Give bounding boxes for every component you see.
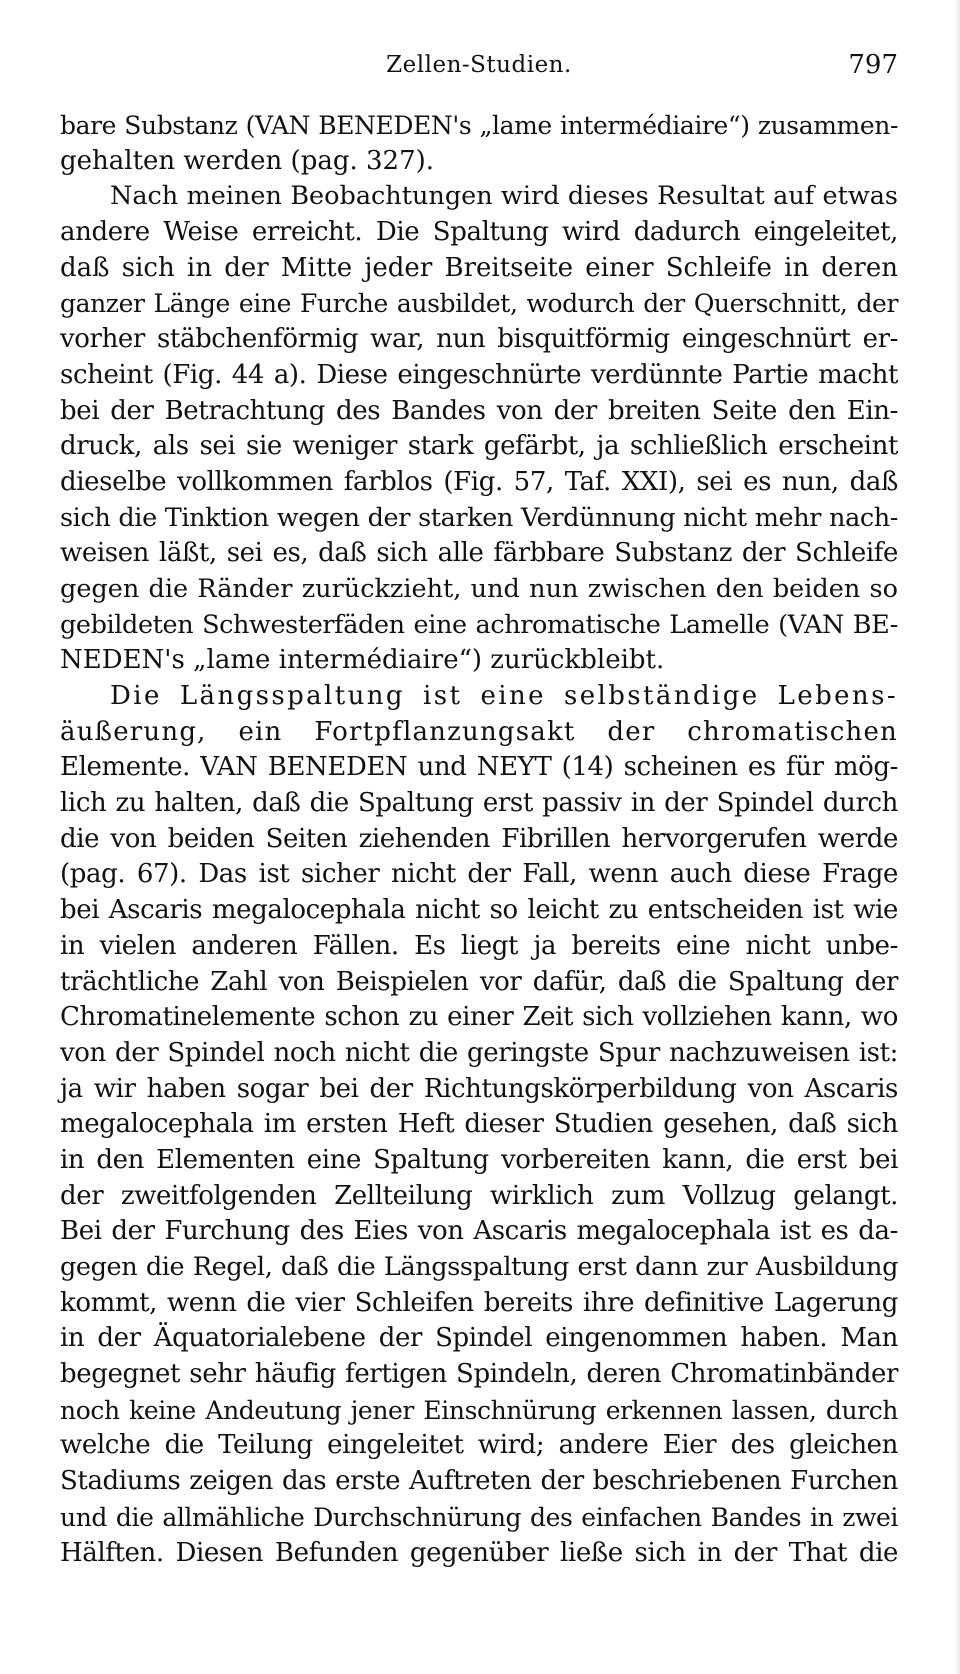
text-line: begegnet sehr häufig fertigen Spindeln, deren Chromatinbänder [60, 1359, 898, 1390]
text-line: in der Äquatorialebene der Spindel eingenommen haben. Man [60, 1323, 898, 1354]
text-line: trächtliche Zahl von Beispielen vor dafür, daß die Spaltung der [60, 966, 898, 997]
text-line: gegen die Regel, daß die Längsspaltung erst dann zur Ausbildung [60, 1252, 898, 1282]
text-line: megalocephala im ersten Heft dieser Studien gesehen, daß sich [60, 1109, 898, 1140]
text-line: ja wir haben sogar bei der Richtungskörperbildung von Ascaris [60, 1073, 898, 1104]
text-line: NEDEN's „lame intermédiaire“) zurückbleibt. [60, 645, 665, 676]
text-line: der zweitfolgenden Zellteilung wirklich zum Vollzug gelangt. [60, 1180, 898, 1211]
text-line: Hälften. Diesen Befunden gegenüber ließe sich in der That die [60, 1537, 898, 1568]
text-line: vorher stäbchenförmig war, nun bisquitförmig eingeschnürt er- [60, 324, 898, 355]
text-line: Elemente. VAN BENEDEN und NEYT (14) scheinen es für mög- [60, 752, 898, 783]
text-line: daß sich in der Mitte jeder Breitseite einer Schleife in deren [60, 252, 898, 283]
text-line: gebildeten Schwesterfäden eine achromatische Lamelle (VAN BE- [60, 609, 898, 640]
text-line: Chromatinelemente schon zu einer Zeit sich vollziehen kann, wo [60, 1002, 898, 1033]
text-line: lich zu halten, daß die Spaltung erst passiv in der Spindel durch [60, 788, 898, 819]
text-line: kommt, wenn die vier Schleifen bereits ihre definitive Lagerung [60, 1287, 898, 1318]
text-line: von der Spindel noch nicht die geringste Spur nachzuweisen ist: [60, 1037, 898, 1068]
page-edge-shadow [954, 0, 960, 1674]
text-line: (pag. 67). Das ist sicher nicht der Fall, wenn auch diese Frage [60, 859, 898, 890]
text-line: noch keine Andeutung jener Einschnürung erkennen lassen, durch [60, 1395, 898, 1425]
text-line: andere Weise erreicht. Die Spaltung wird dadurch eingeleitet, [60, 217, 898, 248]
text-line: die von beiden Seiten ziehenden Fibrillen hervorgerufen werde [60, 823, 898, 854]
text-line: Stadiums zeigen das erste Auftreten der beschriebenen Furchen [60, 1466, 898, 1497]
body-text [60, 108, 898, 1571]
text-line: bare Substanz (VAN BENEDEN's „lame intermédiaire“) zusammen- [60, 111, 898, 140]
text-line: in den Elementen eine Spaltung vorbereiten kann, die erst bei [60, 1144, 898, 1175]
text-line: scheint (Fig. 44 a). Diese eingeschnürte verdünnte Partie macht [60, 359, 898, 390]
text-line: und die allmähliche Durchschnürung des einfachen Bandes in zwei [60, 1502, 898, 1532]
text-line: dieselbe vollkommen farblos (Fig. 57, Taf. XXI), sei es nun, daß [60, 466, 898, 497]
text-line: in vielen anderen Fällen. Es liegt ja bereits eine nicht unbe- [60, 930, 898, 961]
text-line: druck, als sei sie weniger stark gefärbt, ja schließlich erscheint [60, 431, 898, 462]
page-number: 797 [848, 50, 898, 80]
text-line: Nach meinen Beobachtungen wird dieses Resultat auf etwas [110, 181, 898, 212]
text-line-emphasis: äußerung, ein Fortpflanzungsakt der chromatischen [60, 716, 898, 747]
text-line: gegen die Ränder zurückzieht, und nun zwischen den beiden so [60, 573, 898, 604]
text-line: weisen läßt, sei es, daß sich alle färbbare Substanz der Schleife [60, 538, 898, 569]
text-line: gehalten werden (pag. 327). [60, 145, 435, 176]
text-line: bei Ascaris megalocephala nicht so leicht zu entscheiden ist wie [60, 895, 898, 926]
text-line: bei der Betrachtung des Bandes von der breiten Seite den Ein- [60, 395, 898, 426]
page-header [60, 52, 898, 92]
text-line-emphasis: Die Längsspaltung ist eine selbständige Lebens- [110, 681, 898, 711]
text-line: sich die Tinktion wegen der starken Verdünnung nicht mehr nach- [60, 502, 898, 533]
text-line: ganzer Länge eine Furche ausbildet, wodurch der Querschnitt, der [60, 289, 898, 319]
text-line: Bei der Furchung des Eies von Ascaris megalocephala ist es da- [60, 1216, 898, 1247]
text-line: welche die Teilung eingeleitet wird; andere Eier des gleichen [60, 1430, 898, 1461]
running-head: Zellen-Studien. [386, 52, 572, 78]
